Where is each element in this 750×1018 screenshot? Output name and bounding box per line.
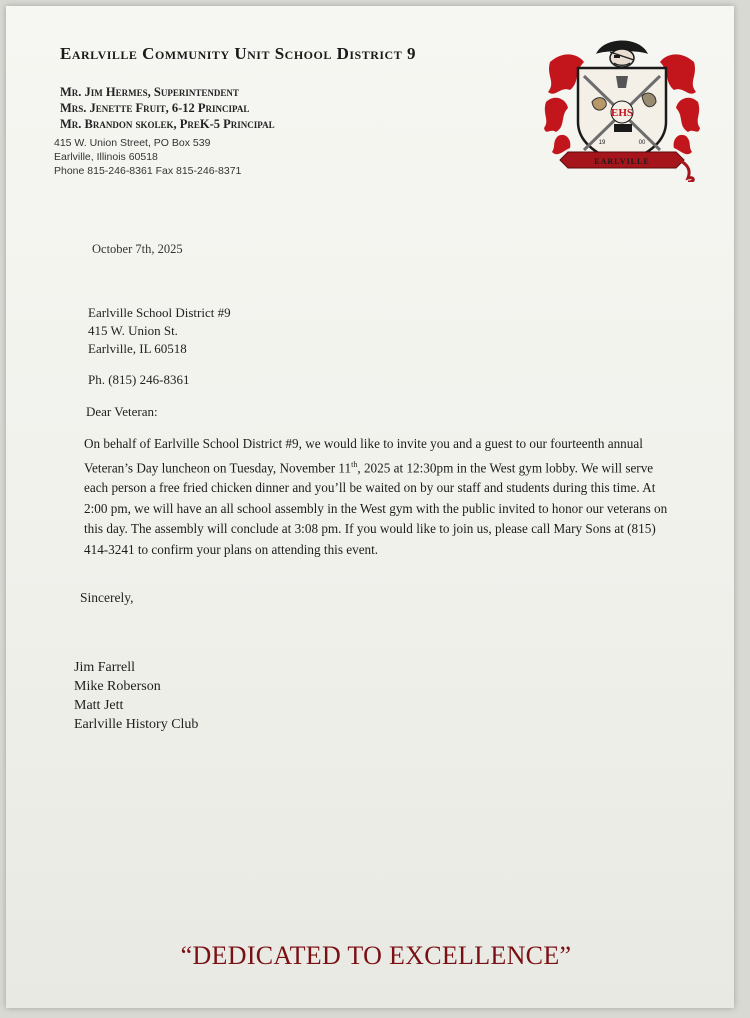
letter-body <box>84 434 670 560</box>
signer-3: Matt Jett <box>74 698 124 713</box>
recipient-line-1: Earlville School District #9 <box>88 305 231 320</box>
superintendent-line: Mr. Jim Hermes, Superintendent <box>60 85 239 99</box>
crest-year-right: 00 <box>638 140 646 146</box>
principal-6-12-line: Mrs. Jenette Fruit, 6-12 Principal <box>60 101 250 115</box>
ordinal-suffix: th <box>351 459 358 469</box>
recipient-line-2: 415 W. Union St. <box>88 323 178 338</box>
signer-list <box>74 658 198 734</box>
staff-list <box>60 84 275 132</box>
letter-body-part-2: , 2025 at 12:30pm in the West gym lobby. We will serve each person a free fried chicken dinner and you’ll be waited on by our staff and students during this time. At 2:00 pm, we will have an all school assembly in the West gym with the public invited to honor our veterans on this day. The assembly will conclude at 3:08 pm. If you would like to join us, please call Mary Sons at (815) 414-3241 to confirm your plans on attending this event. <box>84 459 668 557</box>
letter-greeting: Dear Veteran: <box>86 404 158 419</box>
crest-banner-text: EARLVILLE <box>594 157 650 166</box>
signer-1: Jim Farrell <box>74 660 136 675</box>
recipient-address <box>88 304 231 358</box>
principal-prek-5-line: Mr. Brandon skolek, PreK-5 Principal <box>60 117 275 131</box>
recipient-phone: Ph. (815) 246-8361 <box>88 372 190 387</box>
letter-paper <box>6 6 734 1008</box>
letter-body-part-1: On behalf of Earlville School District #9, we would like to invite you and a guest to our fourteenth annual Veteran’s Day luncheon on Tuesday, November 11 <box>84 436 643 475</box>
district-contact <box>54 136 241 178</box>
signer-organization: Earlville History Club <box>74 717 199 732</box>
letter-closing: Sincerely, <box>80 590 134 605</box>
city-state-zip: Earlville, Illinois 60518 <box>54 151 158 163</box>
phone-fax: Phone 815-246-8361 Fax 815-246-8371 <box>54 165 242 177</box>
district-name: Earlville Community Unit School District 9 <box>60 44 416 63</box>
recipient-line-3: Earlville, IL 60518 <box>88 341 187 356</box>
crest-initials: EHS <box>610 107 634 119</box>
letter-date: October 7th, 2025 <box>92 242 183 256</box>
signer-2: Mike Roberson <box>74 679 161 694</box>
pirate-crest-icon <box>544 32 700 182</box>
street-address: 415 W. Union Street, PO Box 539 <box>54 137 211 149</box>
crest-year-left: 19 <box>598 140 606 146</box>
footer-motto: “DEDICATED TO EXCELLENCE” <box>180 941 572 970</box>
